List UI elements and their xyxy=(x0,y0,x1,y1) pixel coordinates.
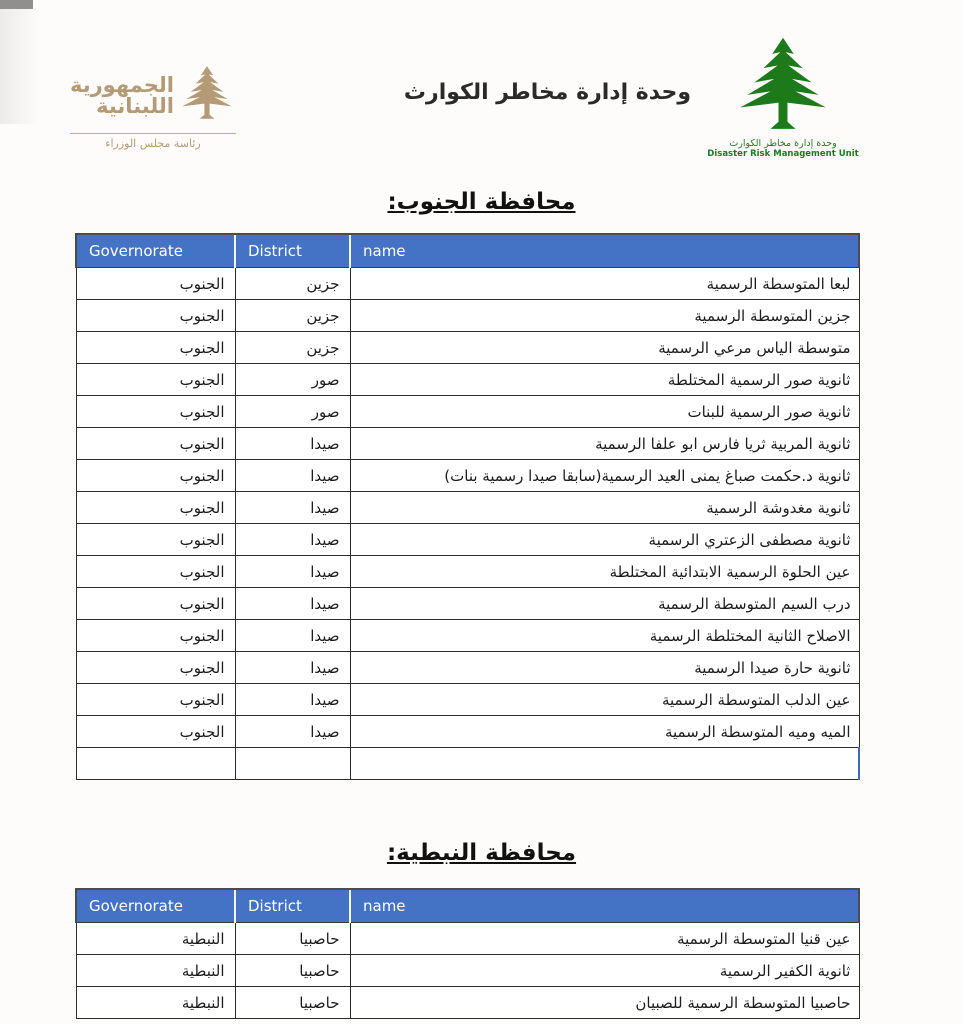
table-row xyxy=(76,955,859,987)
school-name-cell: درب السيم المتوسطة الرسمية xyxy=(350,588,859,620)
table-row xyxy=(76,268,859,300)
table-row xyxy=(76,492,859,524)
schools-table-south xyxy=(75,233,860,780)
district-cell: جزين xyxy=(235,268,350,300)
school-name-cell: عين الحلوة الرسمية الابتدائية المختلطة xyxy=(350,556,859,588)
school-name-cell: جزين المتوسطة الرسمية xyxy=(350,300,859,332)
school-name-cell: الاصلاح الثانية المختلطة الرسمية xyxy=(350,620,859,652)
column-header-district: District xyxy=(235,234,350,268)
district-cell: حاصبيا xyxy=(235,955,350,987)
section-title-south: محافظة الجنوب: xyxy=(387,189,576,215)
table-row xyxy=(76,428,859,460)
district-cell xyxy=(235,748,350,780)
table-row xyxy=(76,748,859,780)
district-cell: صيدا xyxy=(235,716,350,748)
school-name-cell: الميه وميه المتوسطة الرسمية xyxy=(350,716,859,748)
governorate-cell: الجنوب xyxy=(76,428,235,460)
district-cell: صيدا xyxy=(235,492,350,524)
governorate-cell: الجنوب xyxy=(76,396,235,428)
district-cell: صيدا xyxy=(235,460,350,492)
table-row xyxy=(76,300,859,332)
unit-title-arabic: وحدة إدارة مخاطر الكوارث xyxy=(403,80,691,105)
table-row xyxy=(76,588,859,620)
school-name-cell: متوسطة الياس مرعي الرسمية xyxy=(350,332,859,364)
district-cell: جزين xyxy=(235,332,350,364)
column-header-name: name xyxy=(350,889,859,923)
school-name-cell: حاصبيا المتوسطة الرسمية للصبيان xyxy=(350,987,859,1019)
school-name-cell: عين قنيا المتوسطة الرسمية xyxy=(350,923,859,955)
school-name-cell xyxy=(350,748,859,780)
governorate-cell: الجنوب xyxy=(76,620,235,652)
unit-caption-arabic: وحدة إدارة مخاطر الكوارث xyxy=(729,138,837,149)
lebanese-republic-logo xyxy=(68,64,238,150)
table-header-row xyxy=(76,234,859,268)
school-name-cell: ثانوية مصطفى الزعتري الرسمية xyxy=(350,524,859,556)
school-name-cell: لبعا المتوسطة الرسمية xyxy=(350,268,859,300)
cedar-tree-icon xyxy=(707,36,859,136)
school-name-cell: ثانوية حارة صيدا الرسمية xyxy=(350,652,859,684)
governorate-cell: النبطية xyxy=(76,955,235,987)
table-row xyxy=(76,332,859,364)
column-header-name: name xyxy=(350,234,859,268)
district-cell: صيدا xyxy=(235,684,350,716)
disaster-risk-unit-logo xyxy=(404,36,859,159)
governorate-cell: الجنوب xyxy=(76,684,235,716)
governorate-cell: الجنوب xyxy=(76,268,235,300)
schools-table-nabatieh xyxy=(75,888,860,1019)
governorate-cell: الجنوب xyxy=(76,460,235,492)
governorate-cell: النبطية xyxy=(76,987,235,1019)
logo-divider xyxy=(70,133,236,134)
table-row xyxy=(76,524,859,556)
governorate-cell: الجنوب xyxy=(76,524,235,556)
column-header-governorate: Governorate xyxy=(76,889,235,923)
table-row xyxy=(76,923,859,955)
republic-logo-line1: الجمهورية xyxy=(69,72,174,97)
district-cell: صيدا xyxy=(235,620,350,652)
governorate-cell: النبطية xyxy=(76,923,235,955)
school-name-cell: ثانوية د.حكمت صباغ يمنى العيد الرسمية(سابقا صيدا رسمية بنات) xyxy=(350,460,859,492)
district-cell: صور xyxy=(235,364,350,396)
table-row xyxy=(76,556,859,588)
table-row xyxy=(76,716,859,748)
district-cell: صيدا xyxy=(235,588,350,620)
table-row xyxy=(76,652,859,684)
unit-caption-english: Disaster Risk Management Unit xyxy=(707,149,859,159)
section-title-nabatieh: محافظة النبطية: xyxy=(386,840,577,866)
governorate-cell: الجنوب xyxy=(76,492,235,524)
table-row xyxy=(76,396,859,428)
republic-logo-text xyxy=(68,72,174,118)
cedar-tree-icon xyxy=(176,64,238,128)
table-row xyxy=(76,987,859,1019)
school-name-cell: ثانوية صور الرسمية المختلطة xyxy=(350,364,859,396)
table-row xyxy=(76,460,859,492)
school-name-cell: ثانوية صور الرسمية للبنات xyxy=(350,396,859,428)
republic-logo-line2: اللبنانية xyxy=(96,94,174,118)
governorate-cell xyxy=(76,748,235,780)
school-name-cell: عين الدلب المتوسطة الرسمية xyxy=(350,684,859,716)
table-row xyxy=(76,684,859,716)
district-cell: جزين xyxy=(235,300,350,332)
governorate-cell: الجنوب xyxy=(76,588,235,620)
table-row xyxy=(76,620,859,652)
column-header-governorate: Governorate xyxy=(76,234,235,268)
district-cell: صور xyxy=(235,396,350,428)
governorate-cell: الجنوب xyxy=(76,652,235,684)
column-header-district: District xyxy=(235,889,350,923)
governorate-cell: الجنوب xyxy=(76,364,235,396)
school-name-cell: ثانوية الكفير الرسمية xyxy=(350,955,859,987)
governorate-cell: الجنوب xyxy=(76,716,235,748)
governorate-cell: الجنوب xyxy=(76,556,235,588)
table-header-row xyxy=(76,889,859,923)
governorate-cell: الجنوب xyxy=(76,300,235,332)
district-cell: صيدا xyxy=(235,652,350,684)
school-name-cell: ثانوية المربية ثريا فارس ابو علفا الرسمية xyxy=(350,428,859,460)
district-cell: حاصبيا xyxy=(235,987,350,1019)
page-header xyxy=(0,0,963,175)
district-cell: صيدا xyxy=(235,428,350,460)
governorate-cell: الجنوب xyxy=(76,332,235,364)
district-cell: حاصبيا xyxy=(235,923,350,955)
district-cell: صيدا xyxy=(235,524,350,556)
district-cell: صيدا xyxy=(235,556,350,588)
council-of-ministers-label: رئاسة مجلس الوزراء xyxy=(105,137,201,150)
table-row xyxy=(76,364,859,396)
school-name-cell: ثانوية مغدوشة الرسمية xyxy=(350,492,859,524)
